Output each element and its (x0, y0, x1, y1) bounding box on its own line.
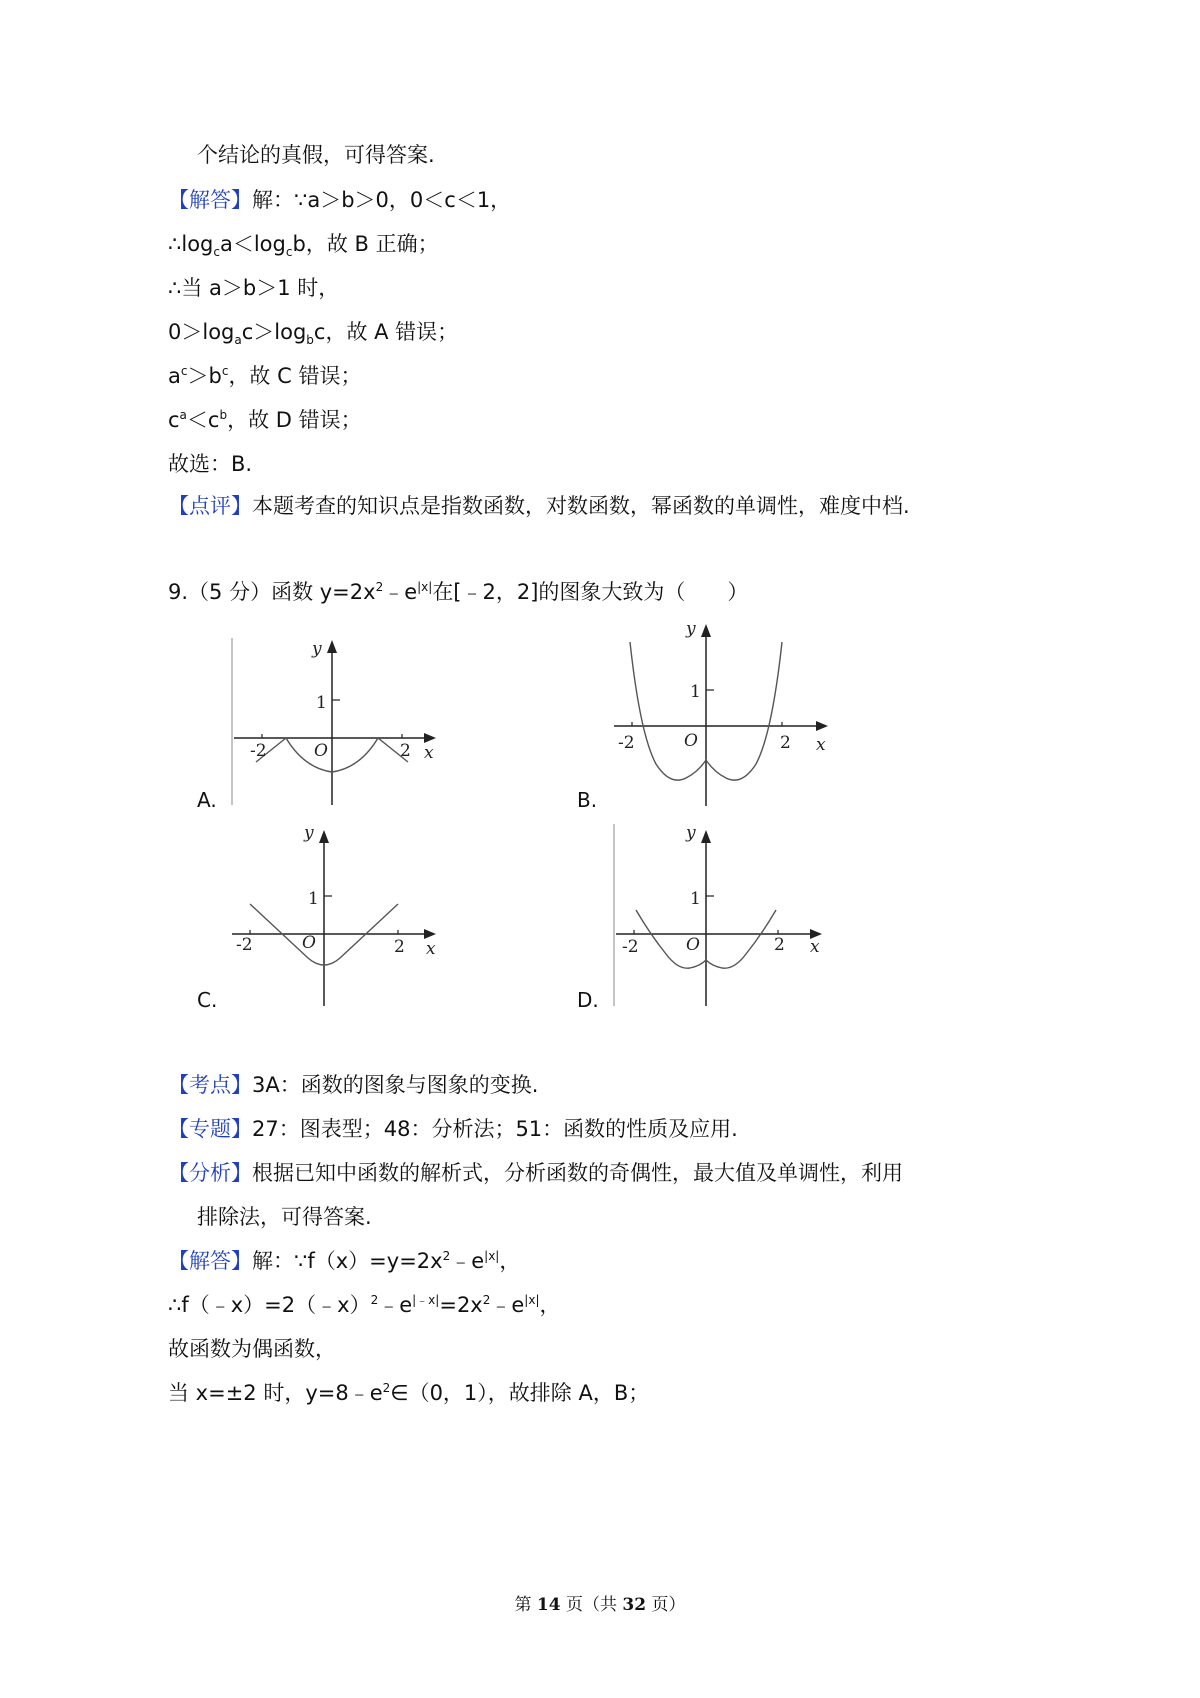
text: c (168, 408, 180, 432)
y-label: y (304, 823, 314, 843)
jieda-line-4 (168, 1378, 649, 1408)
zhuanti-tag: 【专题】 (168, 1117, 252, 1141)
answer-line-3: ∴当 a＞b＞1 时， (168, 276, 340, 300)
option-c-label: C. (197, 988, 218, 1012)
kaodian-line (168, 1070, 538, 1100)
option-d-label: D. (577, 988, 599, 1012)
origin-label: O (314, 741, 328, 761)
text: ∈（0，1），故排除 A，B； (390, 1381, 650, 1405)
neg2-label: -2 (250, 741, 267, 761)
x-label: x (426, 939, 436, 959)
x-arrow (424, 929, 436, 939)
text: ，故 D 错误； (227, 408, 362, 432)
text: ﹣e (490, 1293, 525, 1317)
text: 当 x=±2 时，y=8﹣e (168, 1381, 383, 1405)
sup: c (221, 364, 229, 378)
answer-line-4 (168, 317, 458, 347)
jieda-line-2 (168, 1290, 560, 1320)
text: ，故 C 错误； (228, 364, 362, 388)
answer-line-5 (168, 361, 361, 391)
y-arrow (701, 830, 711, 843)
fenxi-line (168, 1158, 903, 1188)
total-pages: 32 (622, 1595, 647, 1615)
text: 页） (646, 1595, 686, 1615)
text: ＜c (186, 408, 220, 432)
sup: |x| (524, 1293, 540, 1307)
sup: c (180, 364, 188, 378)
fenxi-text: 根据已知中函数的解析式，分析函数的奇偶性，最大值及单调性，利用 (252, 1161, 903, 1185)
y-label: y (312, 639, 322, 659)
x-arrow (424, 733, 436, 743)
answer-line-6 (168, 405, 362, 435)
text: ﹣e (450, 1249, 485, 1273)
comment-line (168, 491, 910, 521)
comment-text: 本题考查的知识点是指数函数，对数函数，幂函数的单调性，难度中档. (252, 494, 910, 518)
text: 解：∵f（x）=y=2x (252, 1249, 443, 1273)
text: a (168, 364, 181, 388)
answer-tag: 【解答】 (168, 188, 252, 212)
one-label: 1 (690, 889, 701, 909)
text: 第 (514, 1595, 537, 1615)
sup: 2 (370, 1293, 379, 1307)
y-label: y (686, 823, 696, 843)
neg2-label: -2 (618, 733, 635, 753)
answer-choice: 故选：B. (168, 452, 253, 476)
option-a-label: A. (197, 788, 217, 812)
analysis-continuation: 个结论的真假，可得答案. (197, 143, 435, 167)
option-b-graph (610, 614, 840, 809)
origin-label: O (684, 731, 698, 751)
zhuanti-line (168, 1114, 738, 1144)
text: c，故 A 错误； (313, 320, 459, 344)
sub: a (234, 333, 242, 348)
pos2-label: 2 (394, 937, 405, 957)
y-arrow (701, 624, 711, 637)
comment-tag: 【点评】 (168, 494, 252, 518)
neg2-label: -2 (236, 935, 253, 955)
answer-text: 解：∵a＞b＞0，0＜c＜1， (252, 188, 512, 212)
sup: 2 (442, 1249, 451, 1263)
one-label: 1 (316, 693, 327, 713)
sub: b (306, 333, 314, 348)
option-b-label: B. (577, 788, 598, 812)
sup: |﹣x| (412, 1293, 440, 1307)
text: 在[﹣2，2]的图象大致为（ ） (432, 580, 749, 604)
page-number: 14 (536, 1595, 561, 1615)
y-arrow (319, 830, 329, 843)
pos2-label: 2 (780, 733, 791, 753)
sup: b (219, 408, 228, 422)
text: ∴f（﹣x）=2（﹣x） (168, 1293, 371, 1317)
jieda-line-3: 故函数为偶函数， (168, 1337, 336, 1361)
text: 9.（5 分）函数 y=2x (168, 580, 376, 604)
sup: |x| (417, 580, 433, 594)
text: ， (499, 1249, 521, 1273)
text: ， (539, 1293, 561, 1317)
x-arrow (816, 721, 828, 731)
y-arrow (327, 640, 337, 653)
fenxi-line-2: 排除法，可得答案. (197, 1205, 372, 1229)
y-label: y (686, 619, 696, 639)
sub: c (285, 245, 293, 260)
kaodian-text: 3A：函数的图象与图象的变换. (252, 1073, 539, 1097)
x-label: x (810, 937, 820, 957)
text: 0＞log (168, 320, 235, 344)
sup: 2 (482, 1293, 491, 1307)
option-d-graph (610, 818, 840, 1008)
x-label: x (424, 743, 434, 763)
pos2-label: 2 (400, 741, 411, 761)
answer-line-1 (168, 185, 511, 215)
text: b，故 B 正确； (292, 232, 439, 256)
origin-label: O (302, 933, 316, 953)
kaodian-tag: 【考点】 (168, 1073, 252, 1097)
one-label: 1 (308, 889, 319, 909)
answer-line-2 (168, 229, 439, 259)
x-label: x (816, 735, 826, 755)
text: ＞b (187, 364, 222, 388)
origin-label: O (686, 935, 700, 955)
sup: 2 (375, 580, 384, 594)
page-footer (0, 1590, 1200, 1615)
sub: c (213, 245, 220, 260)
one-label: 1 (690, 682, 701, 702)
sup: 2 (382, 1381, 391, 1395)
pos2-label: 2 (774, 935, 785, 955)
sup: |x| (484, 1249, 500, 1263)
text: 页（共 (560, 1595, 623, 1615)
text: ∴log (168, 232, 214, 256)
zhuanti-text: 27：图表型；48：分析法；51：函数的性质及应用. (252, 1117, 738, 1141)
text: a＜log (219, 232, 286, 256)
fenxi-tag: 【分析】 (168, 1161, 252, 1185)
question-9 (168, 577, 748, 607)
text: =2x (439, 1293, 483, 1317)
option-a-graph (228, 630, 448, 810)
text: c＞log (241, 320, 307, 344)
jieda-tag: 【解答】 (168, 1249, 252, 1273)
option-c-graph (228, 818, 448, 1008)
jieda-line-1 (168, 1246, 520, 1276)
sup: a (179, 408, 187, 422)
neg2-label: -2 (622, 937, 639, 957)
text: ﹣e (383, 580, 418, 604)
text: ﹣e (378, 1293, 413, 1317)
